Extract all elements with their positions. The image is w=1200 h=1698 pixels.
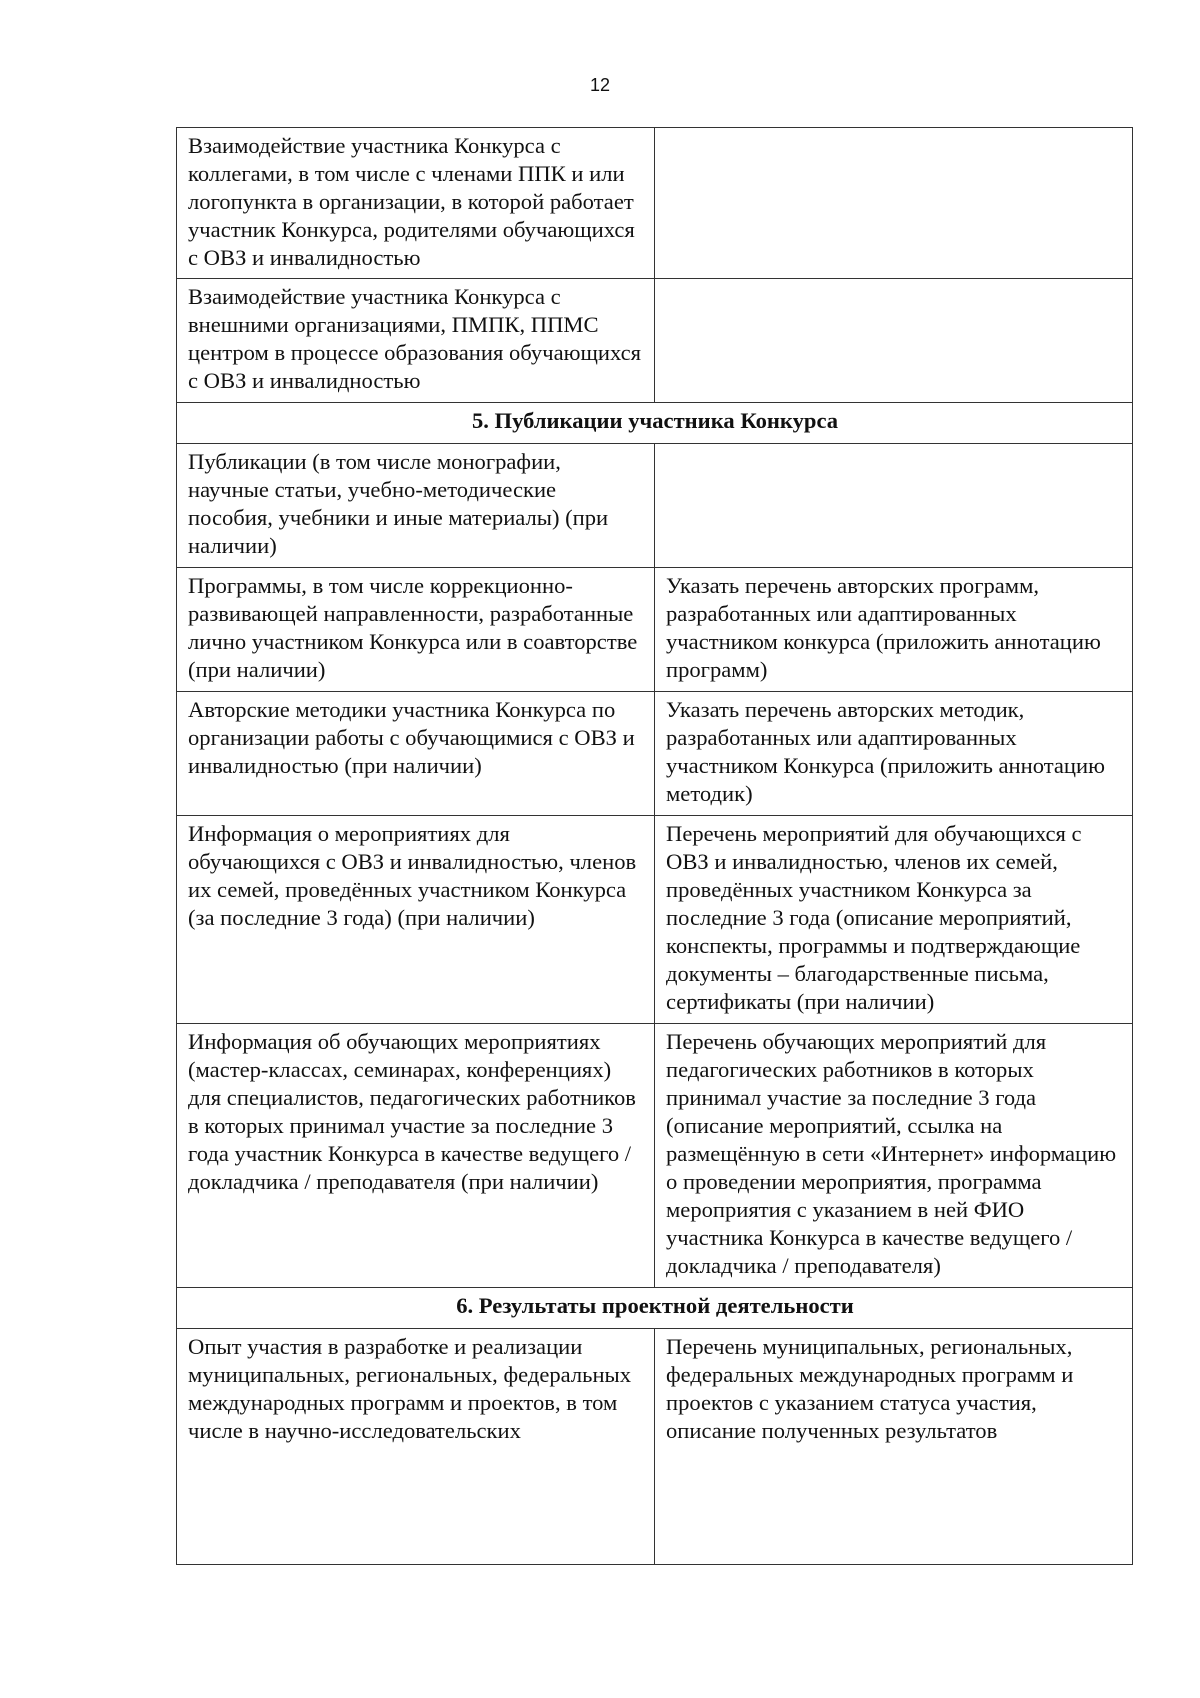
criterion-cell — [177, 128, 655, 279]
criterion-cell — [177, 444, 655, 568]
evidence-cell — [655, 1024, 1133, 1288]
criterion-cell — [177, 279, 655, 403]
criterion-text: Авторские методики участника Конкурса по организации работы с обучающимися с ОВЗ и инвалидностью (при наличии) — [188, 697, 635, 778]
criterion-cell — [177, 1024, 655, 1288]
table-row — [177, 279, 1133, 403]
criterion-text: Программы, в том числе коррекционно-развивающей направленности, разработанные лично участником Конкурса или в соавторстве (при наличии) — [188, 573, 638, 682]
evidence-text: Перечень муниципальных, региональных, федеральных международных программ и проектов с указанием статуса участия, описание полученных результатов — [666, 1334, 1074, 1443]
evidence-text: Перечень обучающих мероприятий для педагогических работников в которых принимал участие за последние 3 года (описание мероприятий, ссылка на размещённую в сети «Интернет» информацию о проведении мероприятия, программа мероприятия с указанием в ней ФИО участника Конкурса в качестве ведущего / докладчика / преподавателя) — [666, 1029, 1117, 1278]
table-row — [177, 1024, 1133, 1288]
evidence-cell — [655, 692, 1133, 816]
criterion-text: Взаимодействие участника Конкурса с внешними организациями, ПМПК, ППМС центром в процессе образования обучающихся с ОВЗ и инвалидностью — [188, 284, 642, 393]
evidence-cell — [655, 816, 1133, 1024]
evidence-cell — [655, 568, 1133, 692]
section-6-title: 6. Результаты проектной деятельности — [177, 1288, 1133, 1329]
evidence-text: Перечень мероприятий для обучающихся с ОВЗ и инвалидностью, членов их семей, проведённых участником Конкурса за последние 3 года (описание мероприятий, конспекты, программы и подтверждающие документы – благодарственные письма, сертификаты (при наличии) — [666, 821, 1082, 1014]
application-table — [176, 127, 1133, 1565]
section-header-row — [177, 1288, 1133, 1329]
table-row — [177, 128, 1133, 279]
evidence-text: Указать перечень авторских программ, разработанных или адаптированных участником конкурса (приложить аннотацию программ) — [666, 573, 1101, 682]
evidence-cell — [655, 128, 1133, 279]
table-row — [177, 1329, 1133, 1565]
criterion-cell — [177, 1329, 655, 1565]
criterion-text: Информация об обучающих мероприятиях (мастер-классах, семинарах, конференциях) для специалистов, педагогических работников в которых принимал участие за последние 3 года участник Конкурса в качестве ведущего / докладчика / преподавателя (при наличии) — [188, 1029, 636, 1194]
criterion-text: Информация о мероприятиях для обучающихся с ОВЗ и инвалидностью, членов их семей, проведённых участником Конкурса (за последние 3 года) (при наличии) — [188, 821, 637, 930]
evidence-cell — [655, 279, 1133, 403]
section-header-row — [177, 403, 1133, 444]
criterion-cell — [177, 816, 655, 1024]
evidence-cell — [655, 1329, 1133, 1565]
table-row — [177, 568, 1133, 692]
evidence-cell — [655, 444, 1133, 568]
evidence-text: Указать перечень авторских методик, разработанных или адаптированных участником Конкурса (приложить аннотацию методик) — [666, 697, 1105, 806]
criterion-text: Взаимодействие участника Конкурса с коллегами, в том числе с членами ППК и или логопункта в организации, в которой работает участник Конкурса, родителями обучающихся с ОВЗ и инвалидностью — [188, 133, 635, 270]
criterion-cell — [177, 692, 655, 816]
page-number: 12 — [589, 75, 611, 95]
table-row — [177, 692, 1133, 816]
criterion-text: Опыт участия в разработке и реализации муниципальных, региональных, федеральных международных программ и проектов, в том числе в научно-исследовательских — [188, 1334, 632, 1443]
section-5-title: 5. Публикации участника Конкурса — [177, 403, 1133, 444]
criterion-text: Публикации (в том числе монографии, научные статьи, учебно-методические пособия, учебники и иные материалы) (при наличии) — [188, 449, 609, 558]
table-row — [177, 444, 1133, 568]
table-row — [177, 816, 1133, 1024]
criterion-cell — [177, 568, 655, 692]
